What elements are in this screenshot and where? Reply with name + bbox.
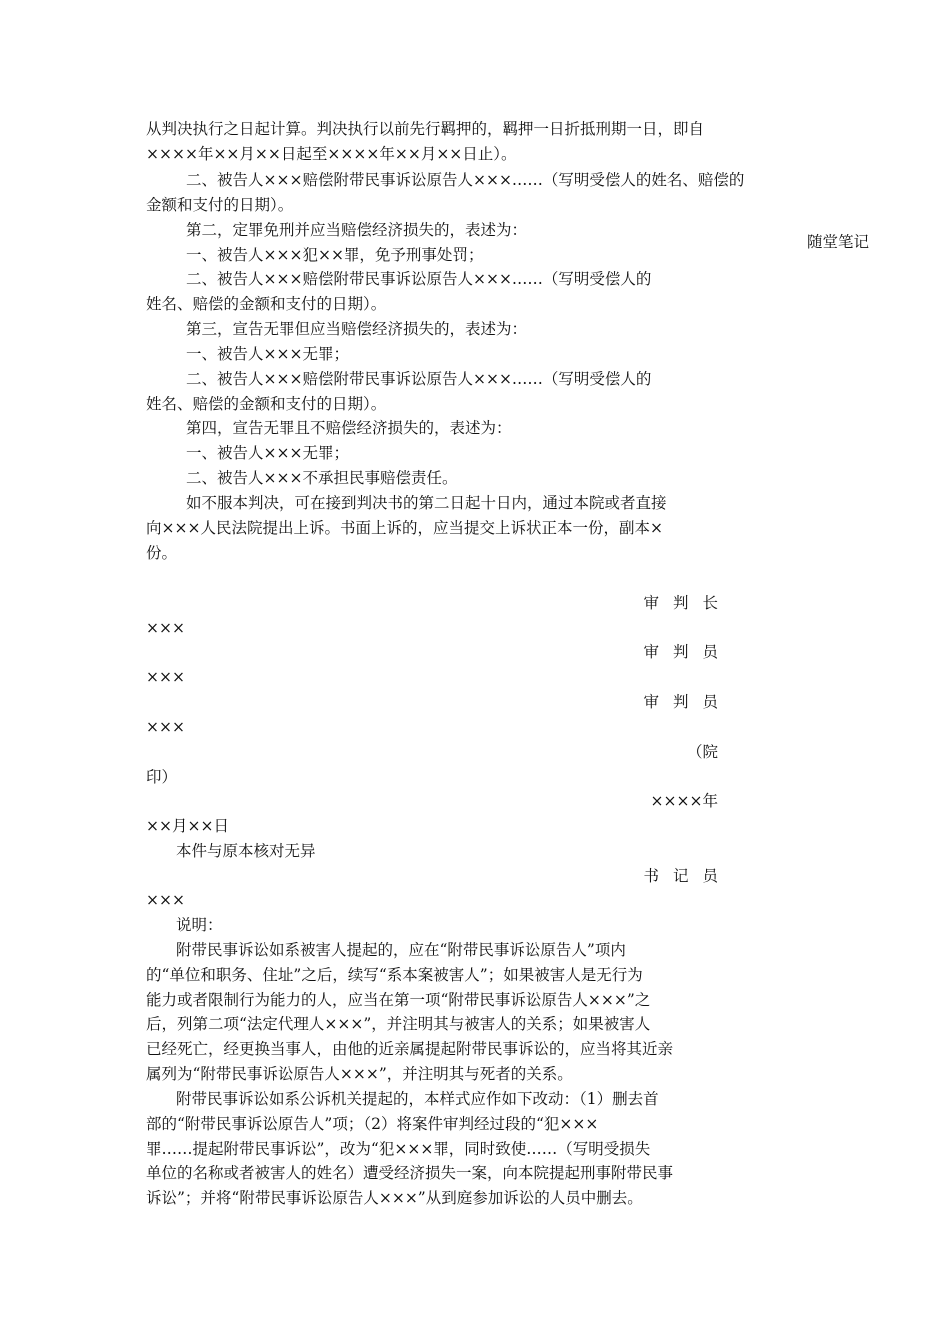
- note-line: 部的“附带民事诉讼原告人”项；（2）将案件审判经过段的“犯×××: [146, 1115, 599, 1133]
- text-line: 二、被告人×××赔偿附带民事诉讼原告人×××……（写明受偿人的: [186, 370, 652, 388]
- verify-note: 本件与原本核对无异: [176, 842, 316, 860]
- text-line: 第二，定罪免刑并应当赔偿经济损失的，表述为：: [186, 221, 528, 239]
- judge-name: ×××: [146, 718, 185, 736]
- note-line: 罪……提起附带民事诉讼”，改为“犯×××罪，同时致使……（写明受损失: [146, 1140, 651, 1158]
- text-line: 第三，宣告无罪但应当赔偿经济损失的，表述为：: [186, 320, 528, 338]
- judge-title: 审判员: [643, 693, 732, 711]
- note-line: 能力或者限制行为能力的人，应当在第一项“附带民事诉讼原告人×××”之: [146, 991, 651, 1009]
- note-line: 后，列第二项“法定代理人×××”，并注明其与被害人的关系；如果被害人: [146, 1015, 651, 1033]
- text-line: 二、被告人×××赔偿附带民事诉讼原告人×××……（写明受偿人的姓名、赔偿的: [186, 171, 745, 189]
- seal-close: 印）: [146, 768, 178, 786]
- chief-judge-title: 审判长: [643, 594, 732, 612]
- text-line: 二、被告人×××赔偿附带民事诉讼原告人×××……（写明受偿人的: [186, 270, 652, 288]
- text-line: 金额和支付的日期）。: [146, 196, 294, 214]
- text-line: 二、被告人×××不承担民事赔偿责任。: [186, 469, 458, 487]
- text-line: ××××年××月××日起至××××年××月××日止）。: [146, 145, 517, 163]
- note-line: 附带民事诉讼如系公诉机关提起的，本样式应作如下改动：（1）删去首: [176, 1090, 659, 1108]
- note-line: 的“单位和职务、住址”之后，续写“系本案被害人”；如果被害人是无行为: [146, 966, 643, 984]
- margin-note: 随堂笔记: [807, 233, 870, 251]
- text-line: 一、被告人×××无罪；: [186, 444, 349, 462]
- clerk-title: 书记员: [643, 867, 732, 885]
- notes-heading: 说明：: [176, 916, 223, 934]
- text-line: 如不服本判决，可在接到判决书的第二日起十日内，通过本院或者直接: [186, 494, 667, 512]
- text-line: 一、被告人×××无罪；: [186, 345, 349, 363]
- date-year: ××××年: [650, 792, 718, 810]
- text-line: 第四，宣告无罪且不赔偿经济损失的，表述为：: [186, 419, 512, 437]
- judge-name: ×××: [146, 668, 185, 686]
- note-line: 属列为“附带民事诉讼原告人×××”，并注明其与死者的关系。: [146, 1065, 573, 1083]
- seal-open: （院: [686, 743, 718, 761]
- clerk-name: ×××: [146, 891, 185, 909]
- date-rest: ××月××日: [146, 817, 229, 835]
- note-line: 单位的名称或者被害人的姓名）遭受经济损失一案，向本院提起刑事附带民事: [146, 1164, 674, 1182]
- text-line: 向×××人民法院提出上诉。书面上诉的，应当提交上诉状正本一份，副本×: [146, 519, 663, 537]
- note-line: 附带民事诉讼如系被害人提起的，应在“附带民事诉讼原告人”项内: [176, 941, 626, 959]
- text-line: 一、被告人×××犯××罪，免予刑事处罚；: [186, 246, 484, 264]
- note-line: 诉讼”；并将“附带民事诉讼原告人×××”从到庭参加诉讼的人员中删去。: [146, 1189, 643, 1207]
- note-line: 已经死亡，经更换当事人，由他的近亲属提起附带民事诉讼的，应当将其近亲: [146, 1040, 674, 1058]
- text-line: 份。: [146, 544, 178, 562]
- judge-title: 审判员: [643, 643, 732, 661]
- chief-judge-name: ×××: [146, 619, 185, 637]
- text-line: 姓名、赔偿的金额和支付的日期）。: [146, 295, 387, 313]
- text-line: 姓名、赔偿的金额和支付的日期）。: [146, 395, 387, 413]
- text-line: 从判决执行之日起计算。判决执行以前先行羁押的，羁押一日折抵刑期一日，即自: [146, 120, 705, 138]
